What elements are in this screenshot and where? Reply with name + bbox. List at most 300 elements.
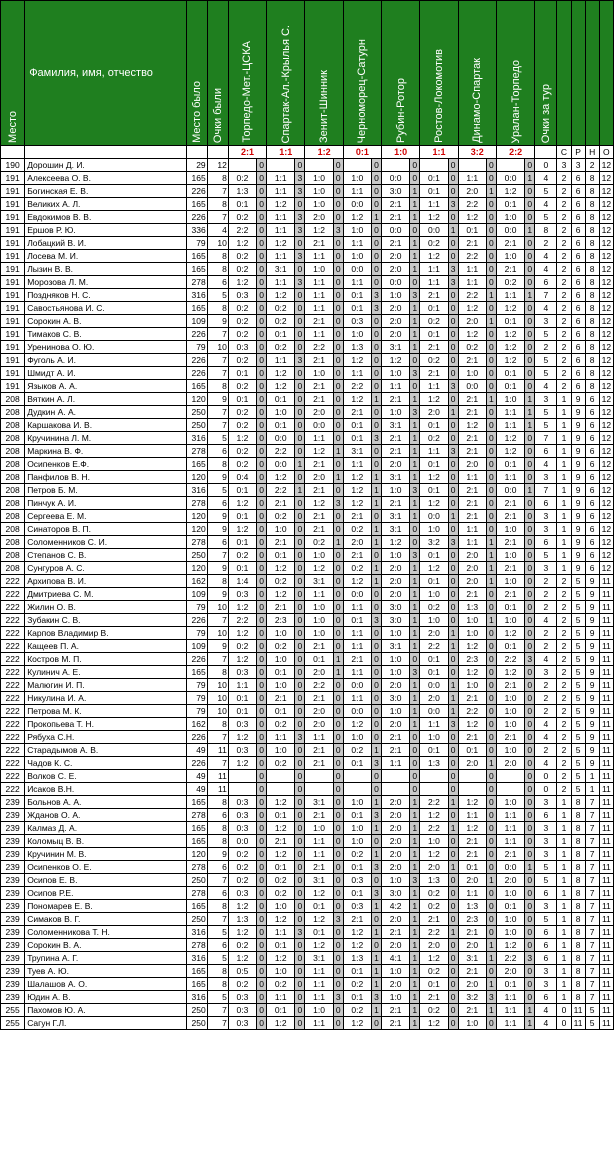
cell-place: 191 (1, 172, 25, 185)
cell-match-points: 0 (295, 679, 305, 692)
cell-stat: 5 (571, 653, 585, 666)
cell-stat: 5 (571, 679, 585, 692)
cell-round-points: 3 (535, 523, 557, 536)
cell-stat: 12 (599, 380, 613, 393)
cell-stat: 12 (599, 523, 613, 536)
cell-stat: 1 (557, 471, 571, 484)
cell-prediction: 2:2 (496, 952, 524, 965)
cell-match-points: 0 (295, 471, 305, 484)
cell-prediction: 0:1 (496, 640, 524, 653)
cell-place-was: 79 (186, 705, 207, 718)
cell-prediction: 1:1 (458, 276, 486, 289)
cell-place: 239 (1, 939, 25, 952)
cell-place-was: 316 (186, 432, 207, 445)
cell-match-points: 0 (525, 991, 535, 1004)
cell-prediction: 0:0 (420, 679, 448, 692)
cell-match-points: 0 (333, 861, 343, 874)
cell-stat: 8 (571, 926, 585, 939)
cell-prediction: 1:2 (305, 224, 333, 237)
cell-prediction: 0:3 (228, 588, 256, 601)
cell-prediction: 1:1 (458, 809, 486, 822)
cell-prediction: 1:3 (458, 900, 486, 913)
header-stat-blank (557, 1, 571, 146)
cell-round-points: 5 (535, 211, 557, 224)
cell-prediction: 0:2 (305, 536, 333, 549)
cell-match-points: 0 (448, 185, 458, 198)
cell-name: Лобацкий В. И. (25, 237, 186, 250)
cell-stat: 2 (557, 315, 571, 328)
cell-points-were: 6 (207, 276, 228, 289)
cell-match-points: 0 (525, 458, 535, 471)
cell-prediction: 2:0 (458, 757, 486, 770)
cell-stat: 5 (585, 1004, 599, 1017)
cell-stat: 9 (571, 549, 585, 562)
cell-stat: 2 (557, 588, 571, 601)
cell-name: Языков А. А. (25, 380, 186, 393)
cell-match-points: 3 (333, 224, 343, 237)
cell-match-points: 1 (410, 822, 420, 835)
cell-stat: 2 (557, 744, 571, 757)
cell-points-were: 10 (207, 237, 228, 250)
cell-place: 191 (1, 250, 25, 263)
table-row (1, 913, 614, 926)
cell-stat: 9 (571, 562, 585, 575)
stat-header: Р (571, 146, 585, 159)
cell-match-points: 0 (371, 458, 381, 471)
cell-points-were: 11 (207, 770, 228, 783)
cell-stat: 6 (571, 211, 585, 224)
match-result: 2:1 (228, 146, 266, 159)
cell-match-points: 1 (448, 679, 458, 692)
cell-match-points: 0 (448, 900, 458, 913)
cell-match-points: 1 (486, 952, 496, 965)
cell-match-points: 0 (448, 653, 458, 666)
cell-match-points: 0 (333, 510, 343, 523)
cell-match-points: 0 (410, 172, 420, 185)
cell-prediction: 2:1 (382, 198, 410, 211)
cell-name: Осипенков О. Е. (25, 861, 186, 874)
table-row (1, 900, 614, 913)
cell-place-was: 49 (186, 770, 207, 783)
cell-match-points: 1 (295, 458, 305, 471)
cell-name: Вяткин А. Л. (25, 393, 186, 406)
cell-stat: 8 (585, 237, 599, 250)
cell-match-points: 3 (295, 172, 305, 185)
cell-stat: 7 (585, 939, 599, 952)
cell-prediction: 1:2 (267, 796, 295, 809)
cell-prediction: 1:2 (228, 627, 256, 640)
cell-stat: 5 (571, 731, 585, 744)
cell-match-points: 0 (333, 757, 343, 770)
cell-match-points: 1 (371, 536, 381, 549)
cell-prediction: 2:1 (343, 510, 371, 523)
cell-points-were: 9 (207, 315, 228, 328)
header-stat-blank (599, 1, 613, 146)
cell-match-points: 0 (371, 666, 381, 679)
cell-stat: 9 (585, 705, 599, 718)
cell-prediction: 0:1 (305, 653, 333, 666)
cell-match-points: 0 (486, 328, 496, 341)
cell-name: Шалашов А. О. (25, 978, 186, 991)
cell-match-points: 0 (333, 627, 343, 640)
cell-name: Тимаков С. В. (25, 328, 186, 341)
cell-prediction: 2:3 (267, 614, 295, 627)
cell-match-points: 0 (486, 913, 496, 926)
cell-match-points: 0 (486, 809, 496, 822)
cell-prediction: 2:1 (458, 510, 486, 523)
cell-stat: 2 (557, 718, 571, 731)
cell-prediction: 0:1 (228, 510, 256, 523)
cell-stat: 12 (599, 328, 613, 341)
cell-match-points: 0 (295, 588, 305, 601)
cell-prediction: 2:1 (305, 757, 333, 770)
cell-place-was: 165 (186, 666, 207, 679)
cell-match-points: 0 (333, 978, 343, 991)
cell-match-points: 0 (295, 718, 305, 731)
cell-match-points: 1 (371, 965, 381, 978)
cell-prediction: 1:2 (228, 653, 256, 666)
cell-prediction: 0:2 (228, 419, 256, 432)
cell-match-points: 0 (295, 900, 305, 913)
header-match-2: Спартак-Ал.-Крылья С. (267, 1, 305, 146)
cell-stat: 12 (599, 250, 613, 263)
cell-match-points: 1 (410, 627, 420, 640)
cell-prediction: 1:2 (343, 497, 371, 510)
cell-match-points: 0 (525, 666, 535, 679)
cell-prediction: 1:2 (305, 497, 333, 510)
cell-match-points: 0 (448, 978, 458, 991)
cell-prediction: 1:1 (496, 991, 524, 1004)
cell-match-points: 3 (525, 952, 535, 965)
cell-prediction: 1:2 (228, 731, 256, 744)
cell-prediction: 0:2 (267, 315, 295, 328)
cell-prediction: 2:1 (458, 926, 486, 939)
cell-prediction: 2:1 (496, 679, 524, 692)
cell-stat: 11 (599, 718, 613, 731)
cell-name: Костров М. П. (25, 653, 186, 666)
cell-points-were: 9 (207, 393, 228, 406)
cell-stat: 12 (599, 536, 613, 549)
cell-round-points: 8 (535, 224, 557, 237)
cell-prediction: 2:1 (458, 731, 486, 744)
cell-stat: 6 (585, 393, 599, 406)
cell-place-was: 250 (186, 874, 207, 887)
cell-stat: 6 (585, 510, 599, 523)
cell-prediction (305, 159, 333, 172)
cell-name: Кручинин М. В. (25, 848, 186, 861)
cell-prediction: 0:2 (228, 848, 256, 861)
cell-match-points: 0 (486, 679, 496, 692)
cell-match-points: 0 (333, 601, 343, 614)
cell-place: 208 (1, 536, 25, 549)
cell-prediction: 1:2 (305, 913, 333, 926)
cell-place: 255 (1, 1017, 25, 1030)
cell-place: 191 (1, 328, 25, 341)
cell-stat: 6 (585, 432, 599, 445)
cell-prediction: 1:1 (305, 289, 333, 302)
cell-match-points: 0 (257, 380, 267, 393)
cell-stat: 6 (585, 536, 599, 549)
cell-stat: 11 (599, 614, 613, 627)
cell-place-was: 316 (186, 289, 207, 302)
cell-match-points: 0 (371, 354, 381, 367)
header-place-was: Место было (186, 1, 207, 146)
cell-place-was: 109 (186, 588, 207, 601)
cell-points-were: 7 (207, 757, 228, 770)
cell-prediction: 1:1 (228, 679, 256, 692)
cell-match-points: 0 (371, 380, 381, 393)
cell-prediction: 1:2 (267, 237, 295, 250)
cell-prediction: 3:0 (382, 692, 410, 705)
cell-match-points: 0 (295, 1004, 305, 1017)
cell-match-points: 1 (410, 692, 420, 705)
cell-prediction: 1:1 (458, 523, 486, 536)
cell-match-points: 0 (525, 159, 535, 172)
cell-prediction: 0:2 (228, 172, 256, 185)
cell-prediction: 1:1 (343, 367, 371, 380)
cell-match-points: 0 (257, 406, 267, 419)
cell-points-were: 7 (207, 874, 228, 887)
cell-points-were: 11 (207, 744, 228, 757)
cell-match-points: 0 (525, 367, 535, 380)
table-row (1, 315, 614, 328)
cell-match-points: 0 (333, 172, 343, 185)
cell-stat: 2 (557, 705, 571, 718)
cell-stat: 2 (557, 757, 571, 770)
cell-stat: 2 (557, 640, 571, 653)
cell-prediction: 0:2 (228, 874, 256, 887)
cell-prediction: 0:1 (420, 484, 448, 497)
cell-prediction: 1:2 (458, 640, 486, 653)
cell-name: Уренинова О. Ю. (25, 341, 186, 354)
cell-prediction: 0:1 (496, 978, 524, 991)
cell-match-points: 0 (448, 744, 458, 757)
cell-match-points: 1 (410, 848, 420, 861)
cell-prediction (420, 770, 448, 783)
cell-match-points: 0 (486, 419, 496, 432)
cell-prediction: 3:1 (343, 445, 371, 458)
cell-match-points: 0 (295, 796, 305, 809)
match-result: 2:2 (496, 146, 534, 159)
cell-match-points: 0 (525, 588, 535, 601)
cell-match-points: 1 (486, 315, 496, 328)
cell-name: Лосева М. И. (25, 250, 186, 263)
cell-match-points: 1 (486, 185, 496, 198)
cell-prediction: 2:1 (343, 913, 371, 926)
cell-prediction: 2:0 (382, 848, 410, 861)
cell-match-points: 1 (525, 224, 535, 237)
cell-prediction: 1:0 (343, 796, 371, 809)
cell-match-points: 0 (486, 822, 496, 835)
cell-prediction: 1:2 (458, 328, 486, 341)
cell-name: Фуголь А. И. (25, 354, 186, 367)
cell-stat: 2 (557, 185, 571, 198)
cell-match-points: 0 (371, 276, 381, 289)
cell-prediction: 1:0 (382, 705, 410, 718)
cell-prediction: 2:1 (496, 848, 524, 861)
cell-prediction: 0:3 (228, 666, 256, 679)
cell-prediction: 1:2 (267, 952, 295, 965)
cell-prediction: 0:3 (228, 809, 256, 822)
cell-place-was: 278 (186, 809, 207, 822)
cell-match-points: 1 (410, 263, 420, 276)
cell-match-points: 0 (448, 1017, 458, 1030)
cell-match-points: 0 (295, 809, 305, 822)
cell-match-points: 0 (486, 341, 496, 354)
cell-prediction: 2:1 (382, 1017, 410, 1030)
cell-prediction: 2:2 (343, 380, 371, 393)
cell-match-points: 0 (525, 601, 535, 614)
cell-stat: 6 (571, 380, 585, 393)
cell-prediction: 1:3 (228, 913, 256, 926)
cell-prediction: 1:1 (496, 1004, 524, 1017)
cell-stat: 2 (557, 237, 571, 250)
cell-match-points: 0 (295, 341, 305, 354)
cell-place-was: 120 (186, 510, 207, 523)
cell-round-points: 3 (535, 510, 557, 523)
cell-match-points: 0 (257, 185, 267, 198)
cell-stat: 1 (557, 523, 571, 536)
cell-match-points: 1 (525, 289, 535, 302)
cell-stat: 12 (599, 458, 613, 471)
cell-name: Кулинич А. Е. (25, 666, 186, 679)
cell-prediction (267, 159, 295, 172)
cell-stat: 1 (557, 887, 571, 900)
cell-prediction: 2:1 (305, 315, 333, 328)
cell-name: Панфилов В. Н. (25, 471, 186, 484)
cell-match-points: 0 (371, 237, 381, 250)
cell-match-points: 1 (486, 549, 496, 562)
cell-match-points: 0 (295, 367, 305, 380)
cell-stat: 7 (585, 900, 599, 913)
cell-prediction: 0:2 (267, 718, 295, 731)
cell-prediction: 2:0 (305, 406, 333, 419)
cell-stat: 2 (557, 614, 571, 627)
cell-match-points: 0 (486, 965, 496, 978)
cell-match-points: 1 (410, 198, 420, 211)
cell-prediction: 0:2 (228, 978, 256, 991)
cell-points-were: 7 (207, 185, 228, 198)
cell-prediction (228, 783, 256, 796)
cell-place: 191 (1, 198, 25, 211)
cell-prediction: 1:1 (496, 809, 524, 822)
cell-points-were: 7 (207, 653, 228, 666)
cell-match-points: 0 (295, 380, 305, 393)
cell-match-points: 3 (333, 497, 343, 510)
cell-stat: 1 (557, 835, 571, 848)
cell-match-points: 1 (410, 1017, 420, 1030)
cell-place: 222 (1, 718, 25, 731)
cell-prediction: 1:2 (496, 627, 524, 640)
cell-prediction: 0:1 (420, 328, 448, 341)
cell-stat: 9 (585, 692, 599, 705)
cell-prediction: 2:1 (420, 991, 448, 1004)
cell-name: Жилин О. В. (25, 601, 186, 614)
cell-prediction: 3:1 (458, 952, 486, 965)
cell-match-points: 0 (295, 770, 305, 783)
cell-prediction: 0:2 (420, 887, 448, 900)
cell-points-were: 6 (207, 497, 228, 510)
cell-round-points: 6 (535, 445, 557, 458)
cell-prediction: 0:1 (496, 198, 524, 211)
cell-stat: 6 (571, 172, 585, 185)
cell-place: 239 (1, 965, 25, 978)
cell-prediction: 2:0 (305, 211, 333, 224)
cell-name: Дорошин Д. И. (25, 159, 186, 172)
cell-prediction: 1:1 (267, 991, 295, 1004)
cell-place: 222 (1, 575, 25, 588)
cell-name: Степанов С. В. (25, 549, 186, 562)
cell-prediction: 1:1 (267, 224, 295, 237)
table-row (1, 614, 614, 627)
cell-place-was: 165 (186, 250, 207, 263)
cell-points-were: 8 (207, 263, 228, 276)
cell-match-points: 0 (525, 250, 535, 263)
cell-match-points: 1 (410, 835, 420, 848)
cell-prediction: 1:2 (496, 341, 524, 354)
cell-stat: 1 (557, 809, 571, 822)
cell-place-was: 165 (186, 198, 207, 211)
cell-match-points: 0 (448, 315, 458, 328)
cell-place-was: 79 (186, 692, 207, 705)
cell-stat: 9 (571, 445, 585, 458)
cell-stat: 2 (557, 224, 571, 237)
cell-match-points: 0 (257, 887, 267, 900)
cell-prediction: 2:0 (382, 315, 410, 328)
cell-stat: 6 (585, 471, 599, 484)
cell-place-was: 278 (186, 536, 207, 549)
cell-match-points: 0 (371, 367, 381, 380)
cell-prediction: 1:1 (305, 328, 333, 341)
cell-prediction: 1:0 (382, 549, 410, 562)
cell-prediction: 0:3 (228, 744, 256, 757)
cell-match-points: 1 (333, 536, 343, 549)
cell-stat: 1 (557, 510, 571, 523)
cell-place: 208 (1, 562, 25, 575)
cell-stat: 1 (557, 822, 571, 835)
cell-match-points: 0 (486, 601, 496, 614)
cell-prediction: 2:0 (305, 718, 333, 731)
cell-prediction: 0:2 (420, 315, 448, 328)
cell-match-points: 3 (295, 731, 305, 744)
cell-prediction: 2:1 (382, 393, 410, 406)
cell-prediction: 1:2 (305, 939, 333, 952)
cell-round-points: 3 (535, 822, 557, 835)
cell-match-points: 1 (410, 471, 420, 484)
cell-prediction: 1:1 (343, 692, 371, 705)
cell-stat: 11 (599, 965, 613, 978)
cell-prediction: 1:2 (496, 432, 524, 445)
cell-prediction: 2:0 (382, 458, 410, 471)
cell-stat: 6 (571, 198, 585, 211)
cell-name: Пахомов Ю. А. (25, 1004, 186, 1017)
cell-match-points: 0 (257, 653, 267, 666)
cell-match-points: 3 (410, 549, 420, 562)
cell-prediction: 1:0 (496, 718, 524, 731)
cell-match-points: 0 (525, 809, 535, 822)
cell-match-points: 0 (448, 835, 458, 848)
cell-match-points: 0 (295, 406, 305, 419)
cell-prediction: 1:0 (267, 679, 295, 692)
cell-match-points: 0 (448, 601, 458, 614)
cell-prediction: 1:1 (305, 1017, 333, 1030)
cell-name: Петрова М. К. (25, 705, 186, 718)
cell-prediction: 0:0 (305, 419, 333, 432)
cell-match-points: 0 (448, 523, 458, 536)
cell-stat: 2 (557, 354, 571, 367)
cell-prediction: 0:1 (228, 198, 256, 211)
cell-match-points: 0 (295, 1017, 305, 1030)
